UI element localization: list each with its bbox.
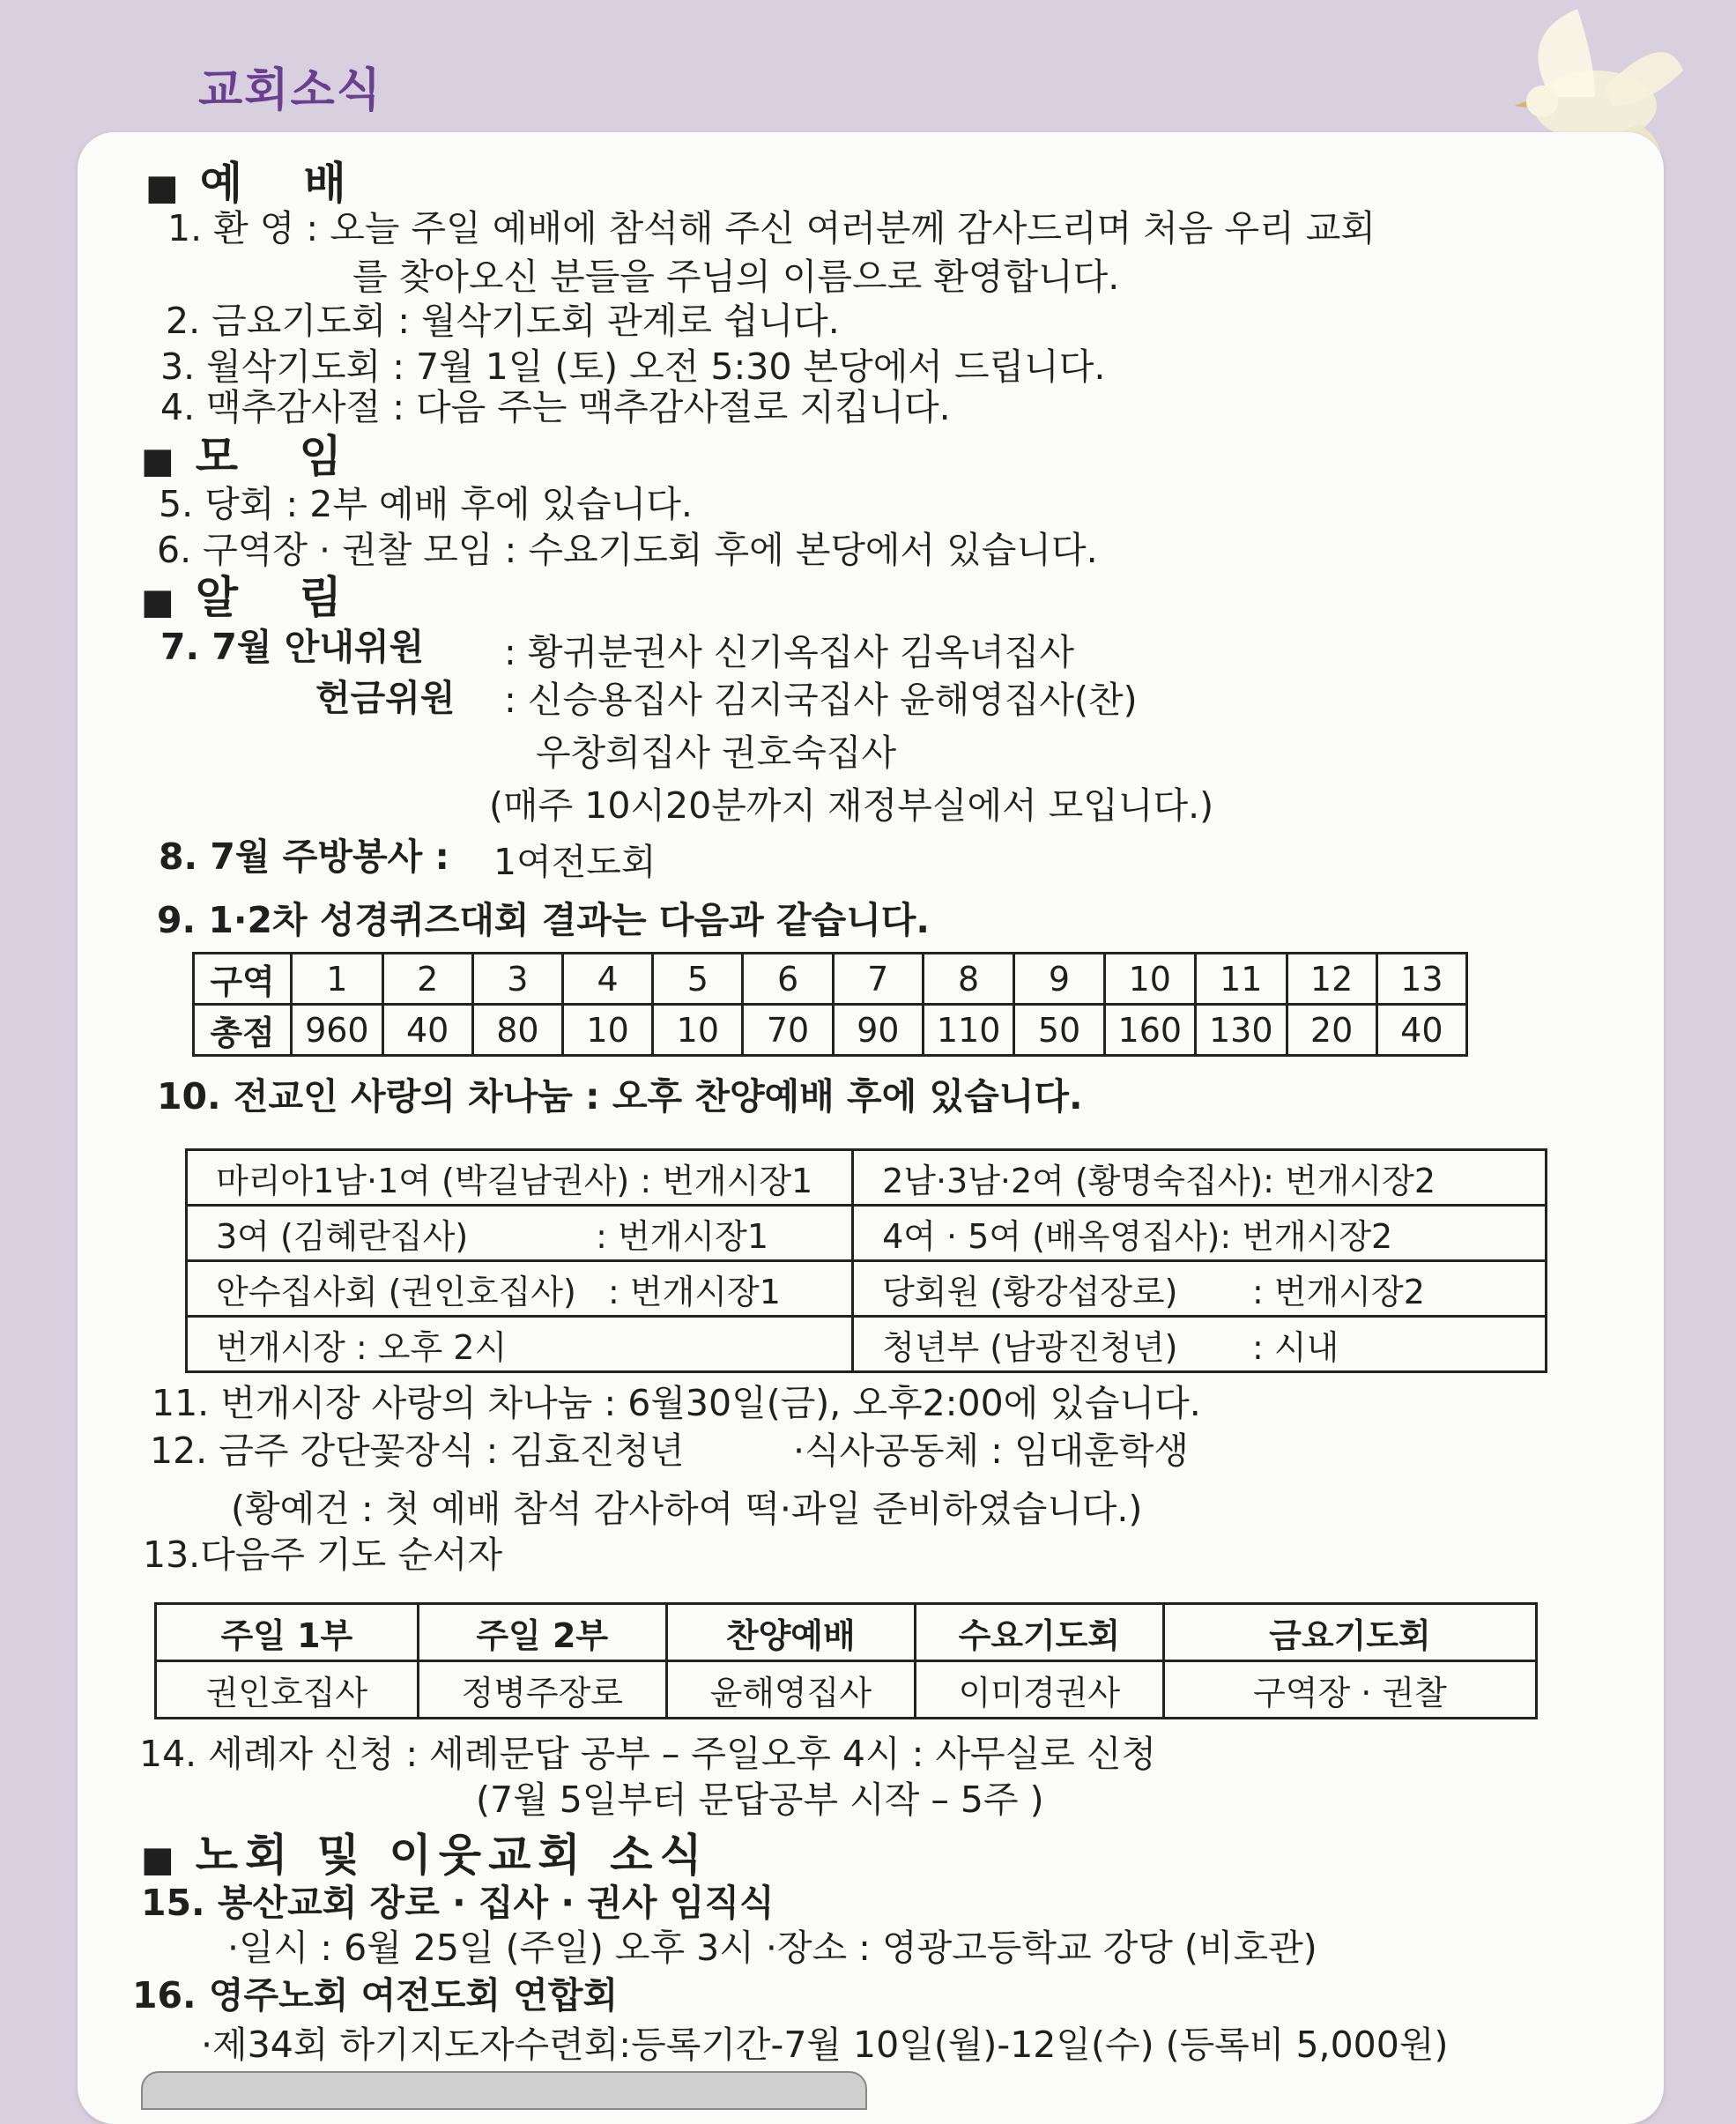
- item-4: 4. 맥추감사절 : 다음 주는 맥추감사절로 지킵니다.: [160, 386, 951, 428]
- item-2: 2. 금요기도회 : 월삭기도회 관계로 쉽니다.: [166, 300, 840, 342]
- item-7-value: : 황귀분권사 신기옥집사 김옥녀집사: [504, 631, 1075, 673]
- section-meeting: ■ 모 임: [141, 430, 365, 482]
- section-neighbor: ■ 노회 및 이웃교회 소식: [141, 1829, 709, 1881]
- market-cell: 청년부 (남광진청년) : 시내: [853, 1317, 1547, 1372]
- quiz-score-cell: 10: [563, 1005, 653, 1056]
- section-worship: ■ 예 배: [145, 157, 369, 209]
- item-1-line-2: 를 찾아오신 분들을 주님의 이름으로 환영합니다.: [352, 256, 1120, 298]
- quiz-district-cell: 8: [923, 954, 1013, 1005]
- quiz-score-cell: 70: [743, 1005, 833, 1056]
- item-7-offering-cont: 우창희집사 권호숙집사: [536, 732, 897, 774]
- prayer-header-row: [156, 1604, 1537, 1661]
- quiz-score-cell: 40: [382, 1005, 472, 1056]
- quiz-district-cell: 2: [382, 954, 472, 1005]
- item-14: 14. 세례자 신청 : 세례문답 공부 – 주일오후 4시 : 사무실로 신청: [139, 1733, 1157, 1775]
- quiz-score-cell: 10: [653, 1005, 743, 1056]
- quiz-score-cell: 160: [1104, 1005, 1195, 1056]
- quiz-district-cell: 3: [472, 954, 562, 1005]
- prayer-name-cell: 이미경권사: [915, 1661, 1163, 1719]
- next-page-edge: [141, 2071, 867, 2110]
- prayer-header-cell: 주일 2부: [418, 1604, 666, 1661]
- item-13: 13.다음주 기도 순서자: [143, 1534, 503, 1576]
- item-8-label: 8. 7월 주방봉사 :: [159, 835, 449, 878]
- quiz-row-label: 구역: [194, 954, 292, 1005]
- item-11: 11. 번개시장 사랑의 차나눔 : 6월30일(금), 오후2:00에 있습니다.: [152, 1382, 1201, 1424]
- quiz-score-cell: 90: [833, 1005, 923, 1056]
- quiz-district-cell: 6: [743, 954, 833, 1005]
- market-row: [187, 1206, 1547, 1261]
- market-row: [187, 1317, 1547, 1372]
- item-6: 6. 구역장 · 권찰 모임 : 수요기도회 후에 본당에서 있습니다.: [157, 529, 1098, 571]
- item-1-line-1: 1. 환 영 : 오늘 주일 예배에 참석해 주신 여러분께 감사드리며 처음 우리 교회: [167, 207, 1376, 249]
- item-5: 5. 당회 : 2부 예배 후에 있습니다.: [159, 483, 693, 525]
- quiz-district-cell: 12: [1287, 954, 1376, 1005]
- prayer-header-cell: 주일 1부: [156, 1604, 419, 1661]
- item-12: 12. 금주 강단꽃장식 : 김효진청년: [150, 1430, 685, 1472]
- prayer-header-cell: 수요기도회: [915, 1604, 1163, 1661]
- prayer-name-cell: 윤해영집사: [666, 1661, 915, 1719]
- quiz-district-cell: 10: [1104, 954, 1195, 1005]
- market-row: [187, 1150, 1547, 1206]
- item-16: 16. 영주노회 여전도회 연합회: [132, 1974, 619, 2016]
- market-cell: 2남·3남·2여 (황명숙집사): 번개시장2: [853, 1150, 1547, 1206]
- market-cell: 3여 (김혜란집사) : 번개시장1: [187, 1206, 853, 1261]
- item-10: 10. 전교인 사랑의 차나눔 : 오후 찬양예배 후에 있습니다.: [157, 1075, 1083, 1118]
- quiz-district-cell: 5: [653, 954, 743, 1005]
- prayer-header-cell: 금요기도회: [1163, 1604, 1536, 1661]
- market-cell: 번개시장 : 오후 2시: [187, 1317, 853, 1372]
- quiz-score-cell: 80: [472, 1005, 562, 1056]
- quiz-district-cell: 7: [833, 954, 923, 1005]
- item-9: 9. 1·2차 성경퀴즈대회 결과는 다음과 같습니다.: [157, 899, 930, 941]
- quiz-table: [192, 952, 1468, 1057]
- item-7-offering-value: : 신승용집사 김지국집사 윤해영집사(찬): [504, 679, 1138, 721]
- quiz-row-label: 총점: [194, 1005, 292, 1056]
- item-14-note: (7월 5일부터 문답공부 시작 – 5주 ): [476, 1779, 1044, 1821]
- market-cell: 마리아1남·1여 (박길남권사) : 번개시장1: [187, 1150, 853, 1206]
- quiz-score-cell: 50: [1014, 1005, 1104, 1056]
- quiz-row-score: [194, 1005, 1467, 1056]
- quiz-district-cell: 1: [292, 954, 382, 1005]
- quiz-row-district: [194, 954, 1467, 1005]
- item-15: 15. 봉산교회 장로 · 집사 · 권사 임직식: [141, 1882, 775, 1924]
- market-row: [187, 1261, 1547, 1317]
- quiz-score-cell: 40: [1376, 1005, 1466, 1056]
- market-cell: 안수집사회 (권인호집사) : 번개시장1: [187, 1261, 853, 1317]
- item-7-label: 7. 7월 안내위원: [160, 626, 425, 668]
- prayer-table: [154, 1602, 1538, 1719]
- item-8-value: 1여전도회: [493, 841, 657, 883]
- quiz-district-cell: 9: [1014, 954, 1104, 1005]
- quiz-score-cell: 110: [923, 1005, 1013, 1056]
- item-15-detail: ·일시 : 6월 25일 (주일) 오후 3시 ·장소 : 영광고등학교 강당 (비호관): [227, 1927, 1317, 1969]
- quiz-district-cell: 13: [1376, 954, 1466, 1005]
- quiz-district-cell: 11: [1196, 954, 1287, 1005]
- item-7-offering-label: 헌금위원: [315, 677, 456, 719]
- market-table: [185, 1148, 1547, 1373]
- section-notice: ■ 알 림: [141, 571, 365, 623]
- item-16-detail: ·제34회 하기지도자수련회:등록기간-7월 10일(월)-12일(수) (등록비 5,000원): [201, 2024, 1449, 2066]
- market-cell: 당회원 (황강섭장로) : 번개시장2: [853, 1261, 1547, 1317]
- prayer-header-cell: 찬양예배: [666, 1604, 915, 1661]
- prayer-name-row: [156, 1661, 1537, 1719]
- quiz-score-cell: 130: [1196, 1005, 1287, 1056]
- prayer-name-cell: 구역장 · 권찰: [1163, 1661, 1536, 1719]
- item-12-meal: ·식사공동체 : 임대훈학생: [793, 1430, 1189, 1472]
- page-title: 교회소식: [198, 64, 382, 117]
- item-7-note: (매주 10시20분까지 재정부실에서 모입니다.): [489, 784, 1214, 827]
- quiz-district-cell: 4: [563, 954, 653, 1005]
- quiz-score-cell: 20: [1287, 1005, 1376, 1056]
- market-cell: 4여 · 5여 (배옥영집사): 번개시장2: [853, 1206, 1547, 1261]
- prayer-name-cell: 정병주장로: [418, 1661, 666, 1719]
- quiz-score-cell: 960: [292, 1005, 382, 1056]
- prayer-name-cell: 권인호집사: [156, 1661, 419, 1719]
- item-3: 3. 월삭기도회 : 7월 1일 (토) 오전 5:30 본당에서 드립니다.: [160, 345, 1106, 388]
- item-12-note: (황예건 : 첫 예배 참석 감사하여 떡·과일 준비하였습니다.): [231, 1488, 1143, 1530]
